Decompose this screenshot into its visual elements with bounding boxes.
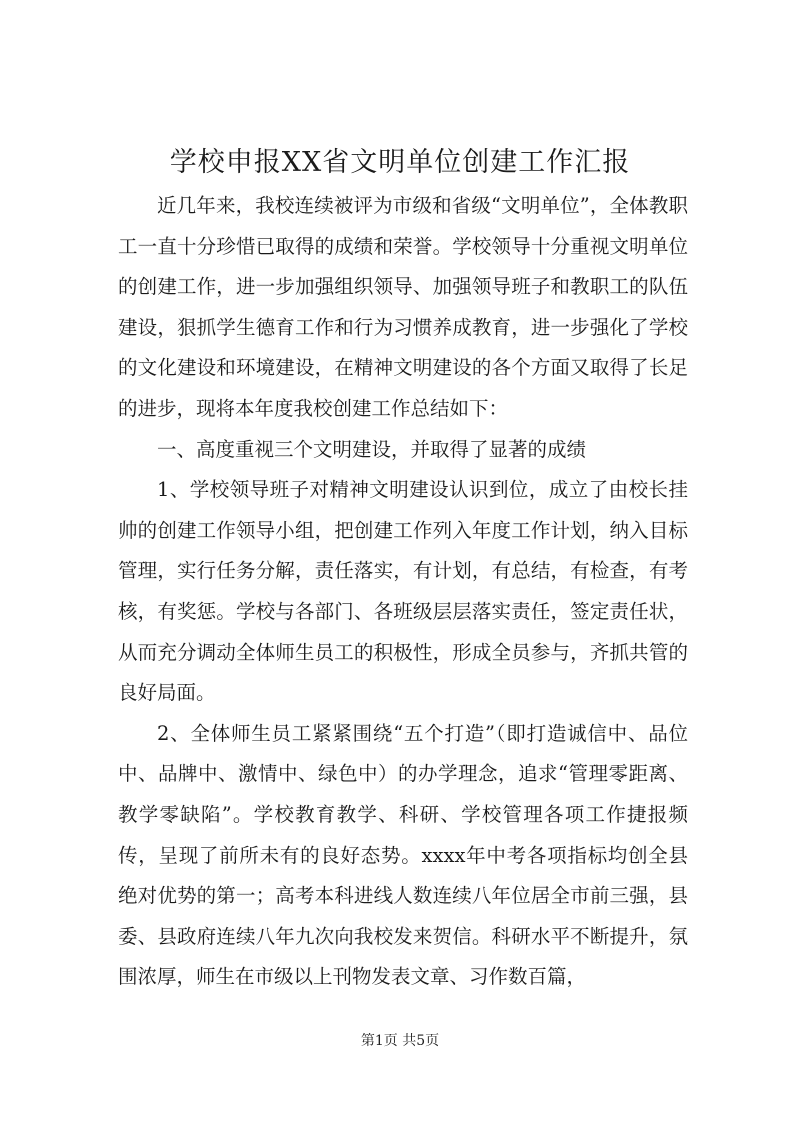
paragraph-intro: 近几年来，我校连续被评为市级和省级“文明单位”，全体教职工一直十分珍惜已取得的成绩和荣誉。学校领导十分重视文明单位的创建工作，进一步加强组织领导、加强领导班子和教职工的队伍建设，狠抓学生德育工作和行为习惯养成教育，进一步强化了学校的文化建设和环境建设，在精神文明建设的各个方面又取得了长足的进步，现将本年度我校创建工作总结如下：	[118, 194, 688, 420]
document-body	[118, 186, 688, 998]
document-title: 学校申报XX省文明单位创建工作汇报	[169, 147, 631, 178]
paragraph-item-1: 1、学校领导班子对精神文明建设认识到位，成立了由校长挂帅的创建工作领导小组，把创建工作列入年度工作计划，纳入目标管理，实行任务分解，责任落实，有计划，有总结，有检查，有考核，有奖惩。学校与各部门、各班级层层落实责任，签定责任状，从而充分调动全体师生员工的积极性，形成全员参与，齐抓共管的良好局面。	[118, 478, 688, 705]
section-heading: 一、高度重视三个文明建设，并取得了显著的成绩	[157, 437, 587, 461]
page-footer: 第1页 共5页	[360, 1033, 440, 1049]
paragraph-item-2: 2、全体师生员工紧紧围绕“五个打造”（即打造诚信中、品位中、品牌中、激情中、绿色中）的办学理念，追求“管理零距离、教学零缺陷”。学校教育教学、科研、学校管理各项工作捷报频传，呈现了前所未有的良好态势。xxxx年中考各项指标均创全县绝对优势的第一；高考本科进线人数连续八年位居全市前三强，县委、县政府连续八年九次向我校发来贺信。科研水平不断提升，氛围浓厚，师生在市级以上刊物发表文章、习作数百篇，	[118, 721, 688, 989]
